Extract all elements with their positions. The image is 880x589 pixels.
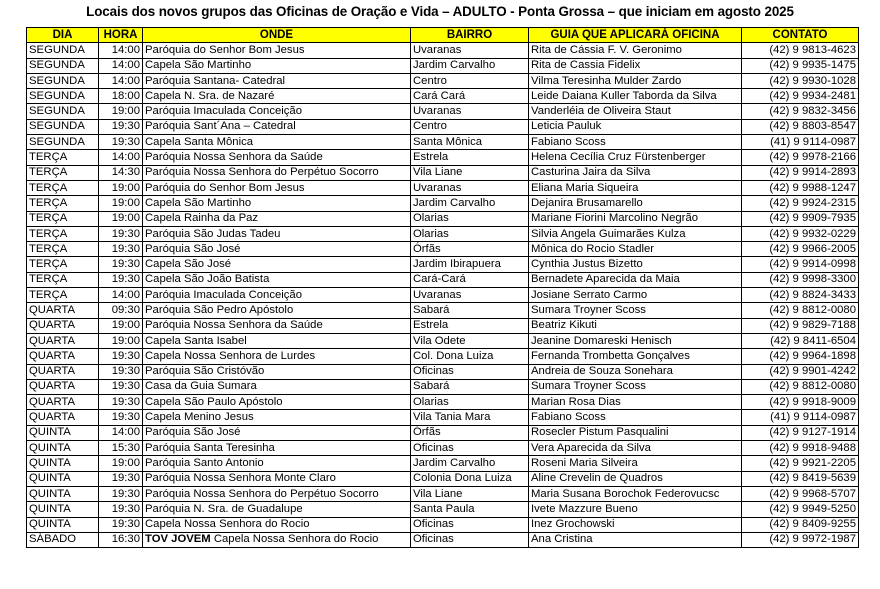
contact-cell: (42) 9 9829-7188 <box>742 318 859 333</box>
location-cell <box>143 425 411 440</box>
neighborhood-cell: Estrela <box>411 318 529 333</box>
contact-cell: (42) 9 8409-9255 <box>742 517 859 532</box>
time-cell: 19:00 <box>99 456 143 471</box>
contact-cell: (42) 9 9813-4623 <box>742 43 859 58</box>
neighborhood-cell: Estrela <box>411 150 529 165</box>
table-row <box>27 242 859 257</box>
location-name: Paróquia Santo Antonio <box>145 456 264 469</box>
location-cell <box>143 456 411 471</box>
day-cell: SEGUNDA <box>27 119 99 134</box>
guide-cell: Jeanine Domareski Henisch <box>529 333 742 348</box>
location-cell <box>143 211 411 226</box>
location-cell <box>143 89 411 104</box>
guide-cell: Inez Grochowski <box>529 517 742 532</box>
table-row <box>27 486 859 501</box>
guide-cell: Fabiano Scoss <box>529 135 742 150</box>
day-cell: QUINTA <box>27 456 99 471</box>
neighborhood-cell: Cará Cará <box>411 89 529 104</box>
neighborhood-cell: Uvaranas <box>411 43 529 58</box>
guide-cell: Fernanda Trombetta Gonçalves <box>529 349 742 364</box>
guide-cell: Sumara Troyner Scoss <box>529 379 742 394</box>
day-cell: QUARTA <box>27 349 99 364</box>
location-name: Capela N. Sra. de Nazaré <box>145 89 275 102</box>
table-row <box>27 226 859 241</box>
guide-cell: Aline Crevelin de Quadros <box>529 471 742 486</box>
location-name: Paróquia Nossa Senhora Monte Claro <box>145 472 336 485</box>
location-name: Paróquia Nossa Senhora da Saúde <box>145 151 323 164</box>
day-cell: SEGUNDA <box>27 43 99 58</box>
time-cell: 19:00 <box>99 104 143 119</box>
time-cell: 19:00 <box>99 180 143 195</box>
contact-cell: (42) 9 9968-5707 <box>742 486 859 501</box>
day-cell: QUARTA <box>27 379 99 394</box>
time-cell: 14:00 <box>99 425 143 440</box>
table-row <box>27 364 859 379</box>
day-cell: SEGUNDA <box>27 135 99 150</box>
neighborhood-cell: Centro <box>411 73 529 88</box>
location-name: Paróquia Nossa Senhora do Perpétuo Socorro <box>145 487 379 500</box>
neighborhood-cell: Oficinas <box>411 517 529 532</box>
guide-cell: Vanderléia de Oliveira Staut <box>529 104 742 119</box>
contact-cell: (42) 9 9909-7935 <box>742 211 859 226</box>
time-cell: 19:30 <box>99 349 143 364</box>
header-bairro: BAIRRO <box>411 28 529 43</box>
table-row <box>27 257 859 272</box>
guide-cell: Rita de Cássia F. V. Geronimo <box>529 43 742 58</box>
contact-cell: (42) 9 9901-4242 <box>742 364 859 379</box>
guide-cell: Eliana Maria Siqueira <box>529 180 742 195</box>
contact-cell: (42) 9 8411-6504 <box>742 333 859 348</box>
contact-cell: (42) 9 9127-1914 <box>742 425 859 440</box>
location-cell <box>143 104 411 119</box>
location-name: Paróquia São Judas Tadeu <box>145 227 281 240</box>
contact-cell: (42) 9 9832-3456 <box>742 104 859 119</box>
neighborhood-cell: Cará-Cará <box>411 272 529 287</box>
location-cell <box>143 257 411 272</box>
table-row <box>27 532 859 547</box>
location-name: Capela Nossa Senhora do Rocio <box>145 518 310 531</box>
time-cell: 09:30 <box>99 303 143 318</box>
day-cell: SEGUNDA <box>27 104 99 119</box>
day-cell: TERÇA <box>27 257 99 272</box>
contact-cell: (42) 9 9914-0998 <box>742 257 859 272</box>
contact-cell: (42) 9 8824-3433 <box>742 288 859 303</box>
location-name: Paróquia do Senhor Bom Jesus <box>145 43 305 56</box>
table-row <box>27 471 859 486</box>
day-cell: TERÇA <box>27 180 99 195</box>
neighborhood-cell: Col. Dona Luiza <box>411 349 529 364</box>
table-row <box>27 135 859 150</box>
neighborhood-cell: Sabará <box>411 303 529 318</box>
neighborhood-cell: Vila Tania Mara <box>411 410 529 425</box>
day-cell: TERÇA <box>27 165 99 180</box>
table-row <box>27 180 859 195</box>
day-cell: QUARTA <box>27 333 99 348</box>
location-name: Capela Santa Isabel <box>145 334 247 347</box>
table-row <box>27 349 859 364</box>
guide-cell: Maria Susana Borochok Federovucsc <box>529 486 742 501</box>
neighborhood-cell: Santa Mônica <box>411 135 529 150</box>
location-cell <box>143 288 411 303</box>
day-cell: SÁBADO <box>27 532 99 547</box>
location-cell <box>143 486 411 501</box>
time-cell: 19:30 <box>99 364 143 379</box>
time-cell: 19:30 <box>99 502 143 517</box>
location-cell <box>143 119 411 134</box>
day-cell: TERÇA <box>27 150 99 165</box>
header-onde: ONDE <box>143 28 411 43</box>
contact-cell: (42) 9 9972-1987 <box>742 532 859 547</box>
location-name: Paróquia São Cristóvão <box>145 365 265 378</box>
time-cell: 19:30 <box>99 395 143 410</box>
table-row <box>27 333 859 348</box>
contact-cell: (42) 9 9921-2205 <box>742 456 859 471</box>
time-cell: 14:00 <box>99 288 143 303</box>
neighborhood-cell: Vila Liane <box>411 486 529 501</box>
time-cell: 19:30 <box>99 410 143 425</box>
contact-cell: (41) 9 9114-0987 <box>742 135 859 150</box>
location-name: Capela São Paulo Apóstolo <box>145 395 283 408</box>
day-cell: TERÇA <box>27 288 99 303</box>
day-cell: TERÇA <box>27 272 99 287</box>
contact-cell: (42) 9 9934-2481 <box>742 89 859 104</box>
location-cell <box>143 517 411 532</box>
table-row <box>27 456 859 471</box>
contact-cell: (42) 9 9978-2166 <box>742 150 859 165</box>
location-name: Casa da Guia Sumara <box>145 380 257 393</box>
location-cell <box>143 196 411 211</box>
table-row <box>27 58 859 73</box>
day-cell: QUINTA <box>27 502 99 517</box>
table-body <box>27 43 859 548</box>
guide-cell: Cynthia Justus Bizetto <box>529 257 742 272</box>
location-cell <box>143 272 411 287</box>
guide-cell: Vilma Teresinha Mulder Zardo <box>529 73 742 88</box>
table-row <box>27 150 859 165</box>
time-cell: 19:30 <box>99 379 143 394</box>
table-row <box>27 441 859 456</box>
time-cell: 19:30 <box>99 257 143 272</box>
day-cell: TERÇA <box>27 226 99 241</box>
time-cell: 18:00 <box>99 89 143 104</box>
contact-cell: (42) 9 9924-2315 <box>742 196 859 211</box>
location-cell <box>143 242 411 257</box>
contact-cell: (42) 9 8419-5639 <box>742 471 859 486</box>
guide-cell: Marian Rosa Dias <box>529 395 742 410</box>
neighborhood-cell: Vila Odete <box>411 333 529 348</box>
contact-cell: (42) 9 9964-1898 <box>742 349 859 364</box>
location-cell <box>143 303 411 318</box>
location-name: Paróquia Santa Teresinha <box>145 441 275 454</box>
header-dia: DIA <box>27 28 99 43</box>
time-cell: 14:00 <box>99 73 143 88</box>
table-row <box>27 104 859 119</box>
neighborhood-cell: Santa Paula <box>411 502 529 517</box>
guide-cell: Leide Daiana Kuller Taborda da Silva <box>529 89 742 104</box>
neighborhood-cell: Colonia Dona Luiza <box>411 471 529 486</box>
neighborhood-cell: Jardim Ibirapuera <box>411 257 529 272</box>
contact-cell: (42) 9 9988-1247 <box>742 180 859 195</box>
contact-cell: (42) 9 9930-1028 <box>742 73 859 88</box>
location-name: Paróquia Sant´Ana – Catedral <box>145 120 296 133</box>
guide-cell: Rosecler Pistum Pasqualini <box>529 425 742 440</box>
table-row <box>27 410 859 425</box>
neighborhood-cell: Oficinas <box>411 532 529 547</box>
table-row <box>27 425 859 440</box>
location-name: Paróquia do Senhor Bom Jesus <box>145 181 305 194</box>
guide-cell: Rita de Cassia Fidelix <box>529 58 742 73</box>
location-name: Capela Nossa Senhora de Lurdes <box>145 349 316 362</box>
time-cell: 19:30 <box>99 242 143 257</box>
location-name: Capela Santa Mônica <box>145 135 254 148</box>
day-cell: SEGUNDA <box>27 73 99 88</box>
location-cell <box>143 150 411 165</box>
guide-cell: Vera Aparecida da Silva <box>529 441 742 456</box>
page-title: Locais dos novos grupos das Oficinas de Oração e Vida – ADULTO - Ponta Grossa – que iniciam em agosto 2025 <box>86 4 794 19</box>
location-cell <box>143 471 411 486</box>
time-cell: 16:30 <box>99 532 143 547</box>
location-name: Capela Rainha da Paz <box>145 212 259 225</box>
header-hora: HORA <box>99 28 143 43</box>
location-cell <box>143 226 411 241</box>
neighborhood-cell: Centro <box>411 119 529 134</box>
guide-cell: Helena Cecília Cruz Fürstenberger <box>529 150 742 165</box>
location-cell <box>143 318 411 333</box>
location-cell <box>143 364 411 379</box>
day-cell: QUARTA <box>27 410 99 425</box>
neighborhood-cell: Uvaranas <box>411 104 529 119</box>
table-row <box>27 395 859 410</box>
time-cell: 19:00 <box>99 196 143 211</box>
guide-cell: Ivete Mazzure Bueno <box>529 502 742 517</box>
contact-cell: (42) 9 8803-8547 <box>742 119 859 134</box>
location-name: Capela São José <box>145 258 232 271</box>
day-cell: QUARTA <box>27 364 99 379</box>
day-cell: QUINTA <box>27 441 99 456</box>
neighborhood-cell: Órfãs <box>411 425 529 440</box>
table-row <box>27 303 859 318</box>
guide-cell: Dejanira Brusamarello <box>529 196 742 211</box>
location-cell <box>143 165 411 180</box>
location-name: Paróquia Nossa Senhora do Perpétuo Socorro <box>145 166 379 179</box>
neighborhood-cell: Olarias <box>411 395 529 410</box>
location-name: Capela Menino Jesus <box>145 411 254 424</box>
day-cell: QUINTA <box>27 471 99 486</box>
table-row <box>27 73 859 88</box>
table-row <box>27 288 859 303</box>
neighborhood-cell: Sabará <box>411 379 529 394</box>
contact-cell: (42) 9 9949-5250 <box>742 502 859 517</box>
table-row <box>27 211 859 226</box>
day-cell: TERÇA <box>27 196 99 211</box>
day-cell: QUINTA <box>27 517 99 532</box>
guide-cell: Silvia Angela Guimarães Kulza <box>529 226 742 241</box>
location-name: Paróquia São José <box>145 242 241 255</box>
day-cell: SEGUNDA <box>27 89 99 104</box>
table-row <box>27 43 859 58</box>
time-cell: 14:00 <box>99 58 143 73</box>
table-row <box>27 165 859 180</box>
location-cell <box>143 333 411 348</box>
location-name: Capela São João Batista <box>145 273 270 286</box>
location-name: Paróquia Imaculada Conceição <box>145 105 302 118</box>
day-cell: QUARTA <box>27 303 99 318</box>
contact-cell: (42) 9 8812-0080 <box>742 379 859 394</box>
contact-cell: (42) 9 9998-3300 <box>742 272 859 287</box>
day-cell: QUARTA <box>27 395 99 410</box>
neighborhood-cell: Órfãs <box>411 242 529 257</box>
neighborhood-cell: Jardim Carvalho <box>411 456 529 471</box>
location-cell <box>143 379 411 394</box>
table-header-row <box>27 28 859 43</box>
location-name: Capela São Martinho <box>145 196 252 209</box>
neighborhood-cell: Oficinas <box>411 364 529 379</box>
neighborhood-cell: Olarias <box>411 211 529 226</box>
guide-cell: Leticia Pauluk <box>529 119 742 134</box>
contact-cell: (42) 9 9966-2005 <box>742 242 859 257</box>
neighborhood-cell: Vila Liane <box>411 165 529 180</box>
location-name: Paróquia Imaculada Conceição <box>145 288 302 301</box>
day-cell: QUINTA <box>27 486 99 501</box>
guide-cell: Beatriz Kikuti <box>529 318 742 333</box>
header-contato: CONTATO <box>742 28 859 43</box>
table-row <box>27 517 859 532</box>
guide-cell: Casturina Jaira da Silva <box>529 165 742 180</box>
location-cell <box>143 43 411 58</box>
contact-cell: (42) 9 9918-9009 <box>742 395 859 410</box>
table-row <box>27 196 859 211</box>
location-cell <box>143 502 411 517</box>
neighborhood-cell: Jardim Carvalho <box>411 196 529 211</box>
day-cell: QUARTA <box>27 318 99 333</box>
header-guia: GUIA QUE APLICARÁ OFICINA <box>529 28 742 43</box>
contact-cell: (42) 9 8812-0080 <box>742 303 859 318</box>
time-cell: 19:30 <box>99 272 143 287</box>
location-cell <box>143 73 411 88</box>
time-cell: 19:30 <box>99 486 143 501</box>
table-row <box>27 502 859 517</box>
location-cell <box>143 135 411 150</box>
time-cell: 19:30 <box>99 135 143 150</box>
contact-cell: (42) 9 9914-2893 <box>742 165 859 180</box>
contact-cell: (42) 9 9932-0229 <box>742 226 859 241</box>
group-badge: TOV JOVEM <box>145 533 211 546</box>
table-row <box>27 318 859 333</box>
guide-cell: Sumara Troyner Scoss <box>529 303 742 318</box>
location-name: Paróquia Nossa Senhora da Saúde <box>145 319 323 332</box>
time-cell: 14:00 <box>99 43 143 58</box>
time-cell: 19:30 <box>99 517 143 532</box>
contact-cell: (41) 9 9114-0987 <box>742 410 859 425</box>
neighborhood-cell: Uvaranas <box>411 288 529 303</box>
contact-cell: (42) 9 9935-1475 <box>742 58 859 73</box>
time-cell: 19:00 <box>99 211 143 226</box>
guide-cell: Fabiano Scoss <box>529 410 742 425</box>
contact-cell: (42) 9 9918-9488 <box>742 441 859 456</box>
day-cell: QUINTA <box>27 425 99 440</box>
time-cell: 14:30 <box>99 165 143 180</box>
table-row <box>27 119 859 134</box>
location-name: Capela Nossa Senhora do Rocio <box>213 533 379 546</box>
location-cell <box>143 532 411 547</box>
guide-cell: Mariane Fiorini Marcolino Negrão <box>529 211 742 226</box>
table-row <box>27 272 859 287</box>
time-cell: 15:30 <box>99 441 143 456</box>
guide-cell: Ana Cristina <box>529 532 742 547</box>
schedule-table <box>26 27 859 548</box>
day-cell: TERÇA <box>27 211 99 226</box>
guide-cell: Josiane Serrato Carmo <box>529 288 742 303</box>
guide-cell: Andreia de Souza Sonehara <box>529 364 742 379</box>
location-cell <box>143 349 411 364</box>
guide-cell: Mônica do Rocio Stadler <box>529 242 742 257</box>
location-name: Paróquia N. Sra. de Guadalupe <box>145 502 303 515</box>
neighborhood-cell: Jardim Carvalho <box>411 58 529 73</box>
location-name: Capela São Martinho <box>145 59 252 72</box>
table-row <box>27 89 859 104</box>
day-cell: SEGUNDA <box>27 58 99 73</box>
location-cell <box>143 441 411 456</box>
neighborhood-cell: Uvaranas <box>411 180 529 195</box>
neighborhood-cell: Olarias <box>411 226 529 241</box>
table-row <box>27 379 859 394</box>
location-cell <box>143 395 411 410</box>
location-cell <box>143 410 411 425</box>
time-cell: 19:30 <box>99 226 143 241</box>
guide-cell: Roseni Maria Silveira <box>529 456 742 471</box>
neighborhood-cell: Oficinas <box>411 441 529 456</box>
location-name: Paróquia São Pedro Apóstolo <box>145 303 294 316</box>
guide-cell: Bernadete Aparecida da Maia <box>529 272 742 287</box>
time-cell: 19:00 <box>99 333 143 348</box>
location-name: Paróquia São José <box>145 426 241 439</box>
time-cell: 19:00 <box>99 318 143 333</box>
time-cell: 19:30 <box>99 471 143 486</box>
location-cell <box>143 180 411 195</box>
location-cell <box>143 58 411 73</box>
time-cell: 14:00 <box>99 150 143 165</box>
location-name: Paróquia Santana- Catedral <box>145 74 286 87</box>
time-cell: 19:30 <box>99 119 143 134</box>
day-cell: TERÇA <box>27 242 99 257</box>
